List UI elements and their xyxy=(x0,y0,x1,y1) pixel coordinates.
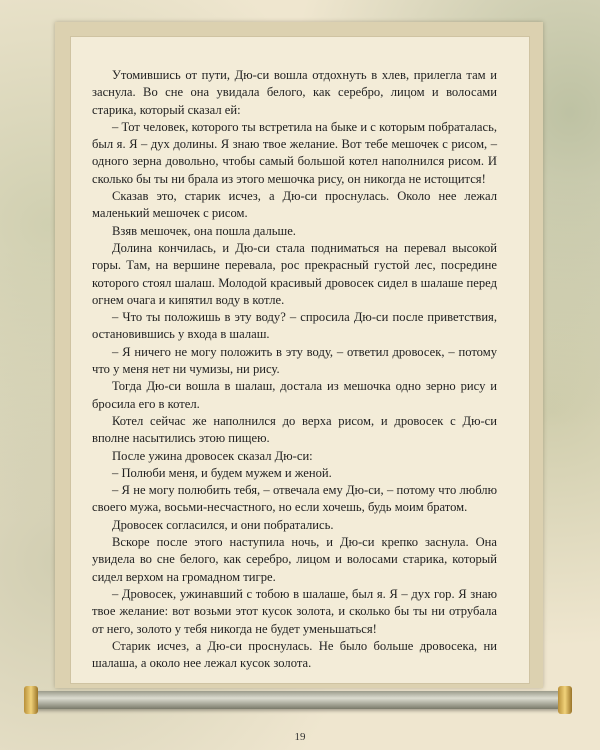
paragraph: – Тот человек, которого ты встретила на быке и с которым побраталась, был я. Я – дух долины. Я знаю твое желание. Вот тебе мешочек с рисом, – одного зерна довольно, чтобы самый большой котел наполнился рисом. И сколько бы ты ни брала из этого мешочка рису, он никогда не истощится! xyxy=(92,119,497,186)
paragraph: Старик исчез, а Дю-си проснулась. Не было больше дровосека, ни шалаша, а около нее лежал кусок золота. xyxy=(92,638,497,671)
paragraph: – Что ты положишь в эту воду? – спросила Дю-си после приветствия, остановившись у входа в шалаш. xyxy=(92,310,497,342)
paragraph: Котел сейчас же наполнился до верха рисом, и дровосек с Дю-си вполне насытились этою пищею. xyxy=(92,413,497,446)
paragraph: – Дровосек, ужинавший с тобою в шалаше, был я. Я – дух гор. Я знаю твое желание: вот возьми этот кусок золота, и сколько бы ты ни отрубала от него, золото у тебя никогда не будет уменьшаться! xyxy=(92,586,497,636)
paragraph: – Я не могу полюбить тебя, – отвечала ему Дю-си, – потому что люблю своего мужа, восьми-несчастного, но если хочешь, будь моим братом. xyxy=(92,483,497,515)
paragraph: – Я ничего не могу положить в эту воду, – ответил дровосек, – потому что у меня нет ни чумизы, ни рису. xyxy=(92,344,497,377)
paragraph: – Полюби меня, и будем мужем и женой. xyxy=(112,465,332,480)
paragraph: Взяв мешочек, она пошла дальше. xyxy=(112,223,296,238)
paragraph: Утомившись от пути, Дю-си вошла отдохнуть в хлев, прилегла там и заснула. Во сне она увидала белого, как серебро, лицом и волосами старика, который сказал ей: xyxy=(92,68,497,117)
scroll-rod xyxy=(30,691,566,709)
page-number: 19 xyxy=(294,731,306,743)
story-text xyxy=(92,67,497,672)
scroll-rod-cap-right xyxy=(558,686,572,714)
paragraph: Дровосек согласился, и они побратались. xyxy=(112,517,334,532)
scroll-rod-cap-left xyxy=(24,686,38,714)
paragraph: Вскоре после этого наступила ночь, и Дю-си крепко заснула. Она увидела во сне белого, как серебро, лицом и волосами старика, который сидел верхом на громадном тигре. xyxy=(92,535,497,584)
paragraph: Долина кончилась, и Дю-си стала подниматься на перевал высокой горы. Там, на вершине перевала, рос прекрасный густой лес, посредине которого стоял шалаш. Молодой красивый дровосек сидел в шалаше перед огнем очага и кипятил воду в котле. xyxy=(92,240,497,307)
paragraph: После ужина дровосек сказал Дю-си: xyxy=(112,448,313,463)
paragraph: Тогда Дю-си вошла в шалаш, достала из мешочка одно зерно рису и бросила его в котел. xyxy=(92,379,497,411)
paragraph: Сказав это, старик исчез, а Дю-си проснулась. Около нее лежал маленький мешочек с рисом. xyxy=(92,189,497,221)
